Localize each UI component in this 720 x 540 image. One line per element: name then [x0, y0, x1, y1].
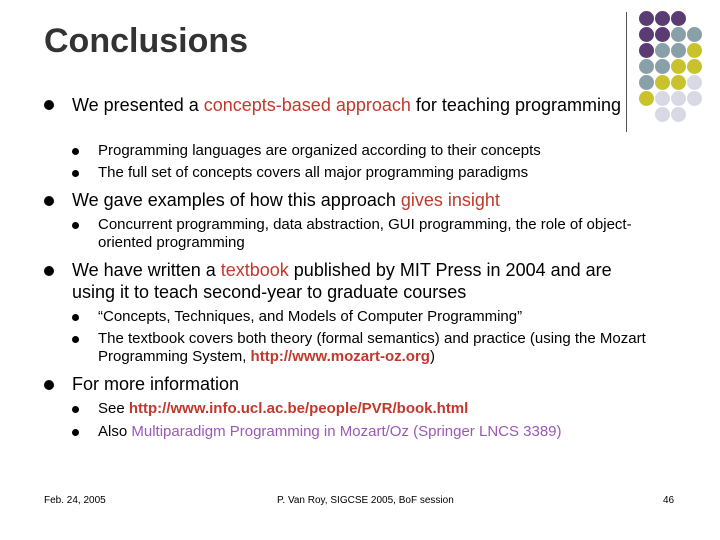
bullet-2-pre: We gave examples of how this approach — [72, 190, 401, 210]
decor-dot — [639, 27, 654, 42]
decor-dot — [687, 43, 702, 58]
bullet-4-sub-2-pre: Also — [98, 423, 132, 440]
decor-dot — [671, 27, 686, 42]
decor-dot — [639, 75, 654, 90]
decor-dot — [671, 91, 686, 106]
slide-title: Conclusions — [44, 22, 249, 60]
decor-dot — [655, 43, 670, 58]
sub-bullet-marker — [72, 429, 79, 436]
decor-dot — [687, 27, 702, 42]
sub-bullet-marker — [72, 148, 79, 155]
sub-bullet-marker — [72, 222, 79, 229]
book-link[interactable]: http://www.info.ucl.ac.be/people/PVR/book.html — [128, 400, 469, 417]
footer-date: Feb. 24, 2005 — [44, 495, 106, 506]
bullet-1-text — [72, 94, 652, 116]
bullet-3-sub-2 — [98, 330, 648, 366]
bullet-1-sub-2: The full set of concepts covers all major programming paradigms — [98, 164, 529, 181]
decor-dot — [655, 11, 670, 26]
bullet-3-sub-1: “Concepts, Techniques, and Models of Computer Programming” — [98, 308, 523, 325]
bullet-2-highlight: gives insight — [400, 190, 500, 210]
bullet-3-post: published by MIT Press in 2004 and are using it to teach second-year to graduate courses — [72, 260, 612, 302]
bullet-4-text: For more information — [72, 374, 240, 394]
bullet-1-post: for teaching programming — [410, 95, 621, 115]
bullet-4-sub-2 — [98, 423, 648, 441]
bullet-3-pre: We have written a — [72, 260, 221, 280]
decor-dot — [639, 59, 654, 74]
bullet-1-highlight: concepts-based approach — [203, 95, 411, 115]
decor-dot — [687, 75, 702, 90]
bullet-3-sub-2-pre: The textbook covers both theory (formal semantics) and practice (using the Mozart Programming System, — [98, 330, 646, 365]
decor-dot — [655, 75, 670, 90]
bullet-marker — [44, 380, 54, 390]
decor-dot — [639, 43, 654, 58]
decor-dot — [671, 75, 686, 90]
bullet-2-sub-1: Concurrent programming, data abstraction, GUI programming, the role of object-oriented programming — [98, 216, 632, 251]
decor-dot — [671, 59, 686, 74]
sub-bullet-marker — [72, 314, 79, 321]
decor-dot — [687, 91, 702, 106]
bullet-1-pre: We presented a — [72, 95, 204, 115]
decor-dot — [655, 91, 670, 106]
decor-dot — [655, 27, 670, 42]
decor-dot — [639, 11, 654, 26]
bullet-4-sub-1-pre: See — [98, 400, 129, 417]
reference-text: Multiparadigm Programming in Mozart/Oz (Springer LNCS 3389) — [131, 423, 562, 440]
mozart-link[interactable]: http://www.mozart-oz.org — [250, 348, 430, 365]
footer-page-number: 46 — [663, 495, 675, 506]
bullet-marker — [44, 266, 54, 276]
sub-bullet-marker — [72, 336, 79, 343]
bullet-3-sub-2-post: ) — [429, 348, 435, 365]
bullet-marker — [44, 100, 54, 110]
decor-dot — [671, 107, 686, 122]
footer-author: P. Van Roy, SIGCSE 2005, BoF session — [277, 495, 454, 506]
sub-bullet-marker — [72, 170, 79, 177]
decor-dot — [687, 59, 702, 74]
decor-dot — [655, 59, 670, 74]
bullet-1-sub-1: Programming languages are organized according to their concepts — [98, 142, 541, 159]
bullet-2-text — [72, 189, 652, 211]
bullet-3-highlight: textbook — [220, 260, 289, 280]
decor-dot — [671, 11, 686, 26]
decor-dot — [671, 43, 686, 58]
bullet-4-sub-1 — [98, 400, 648, 418]
decor-dot — [655, 107, 670, 122]
sub-bullet-marker — [72, 406, 79, 413]
bullet-marker — [44, 196, 54, 206]
bullet-3-text — [72, 259, 642, 303]
